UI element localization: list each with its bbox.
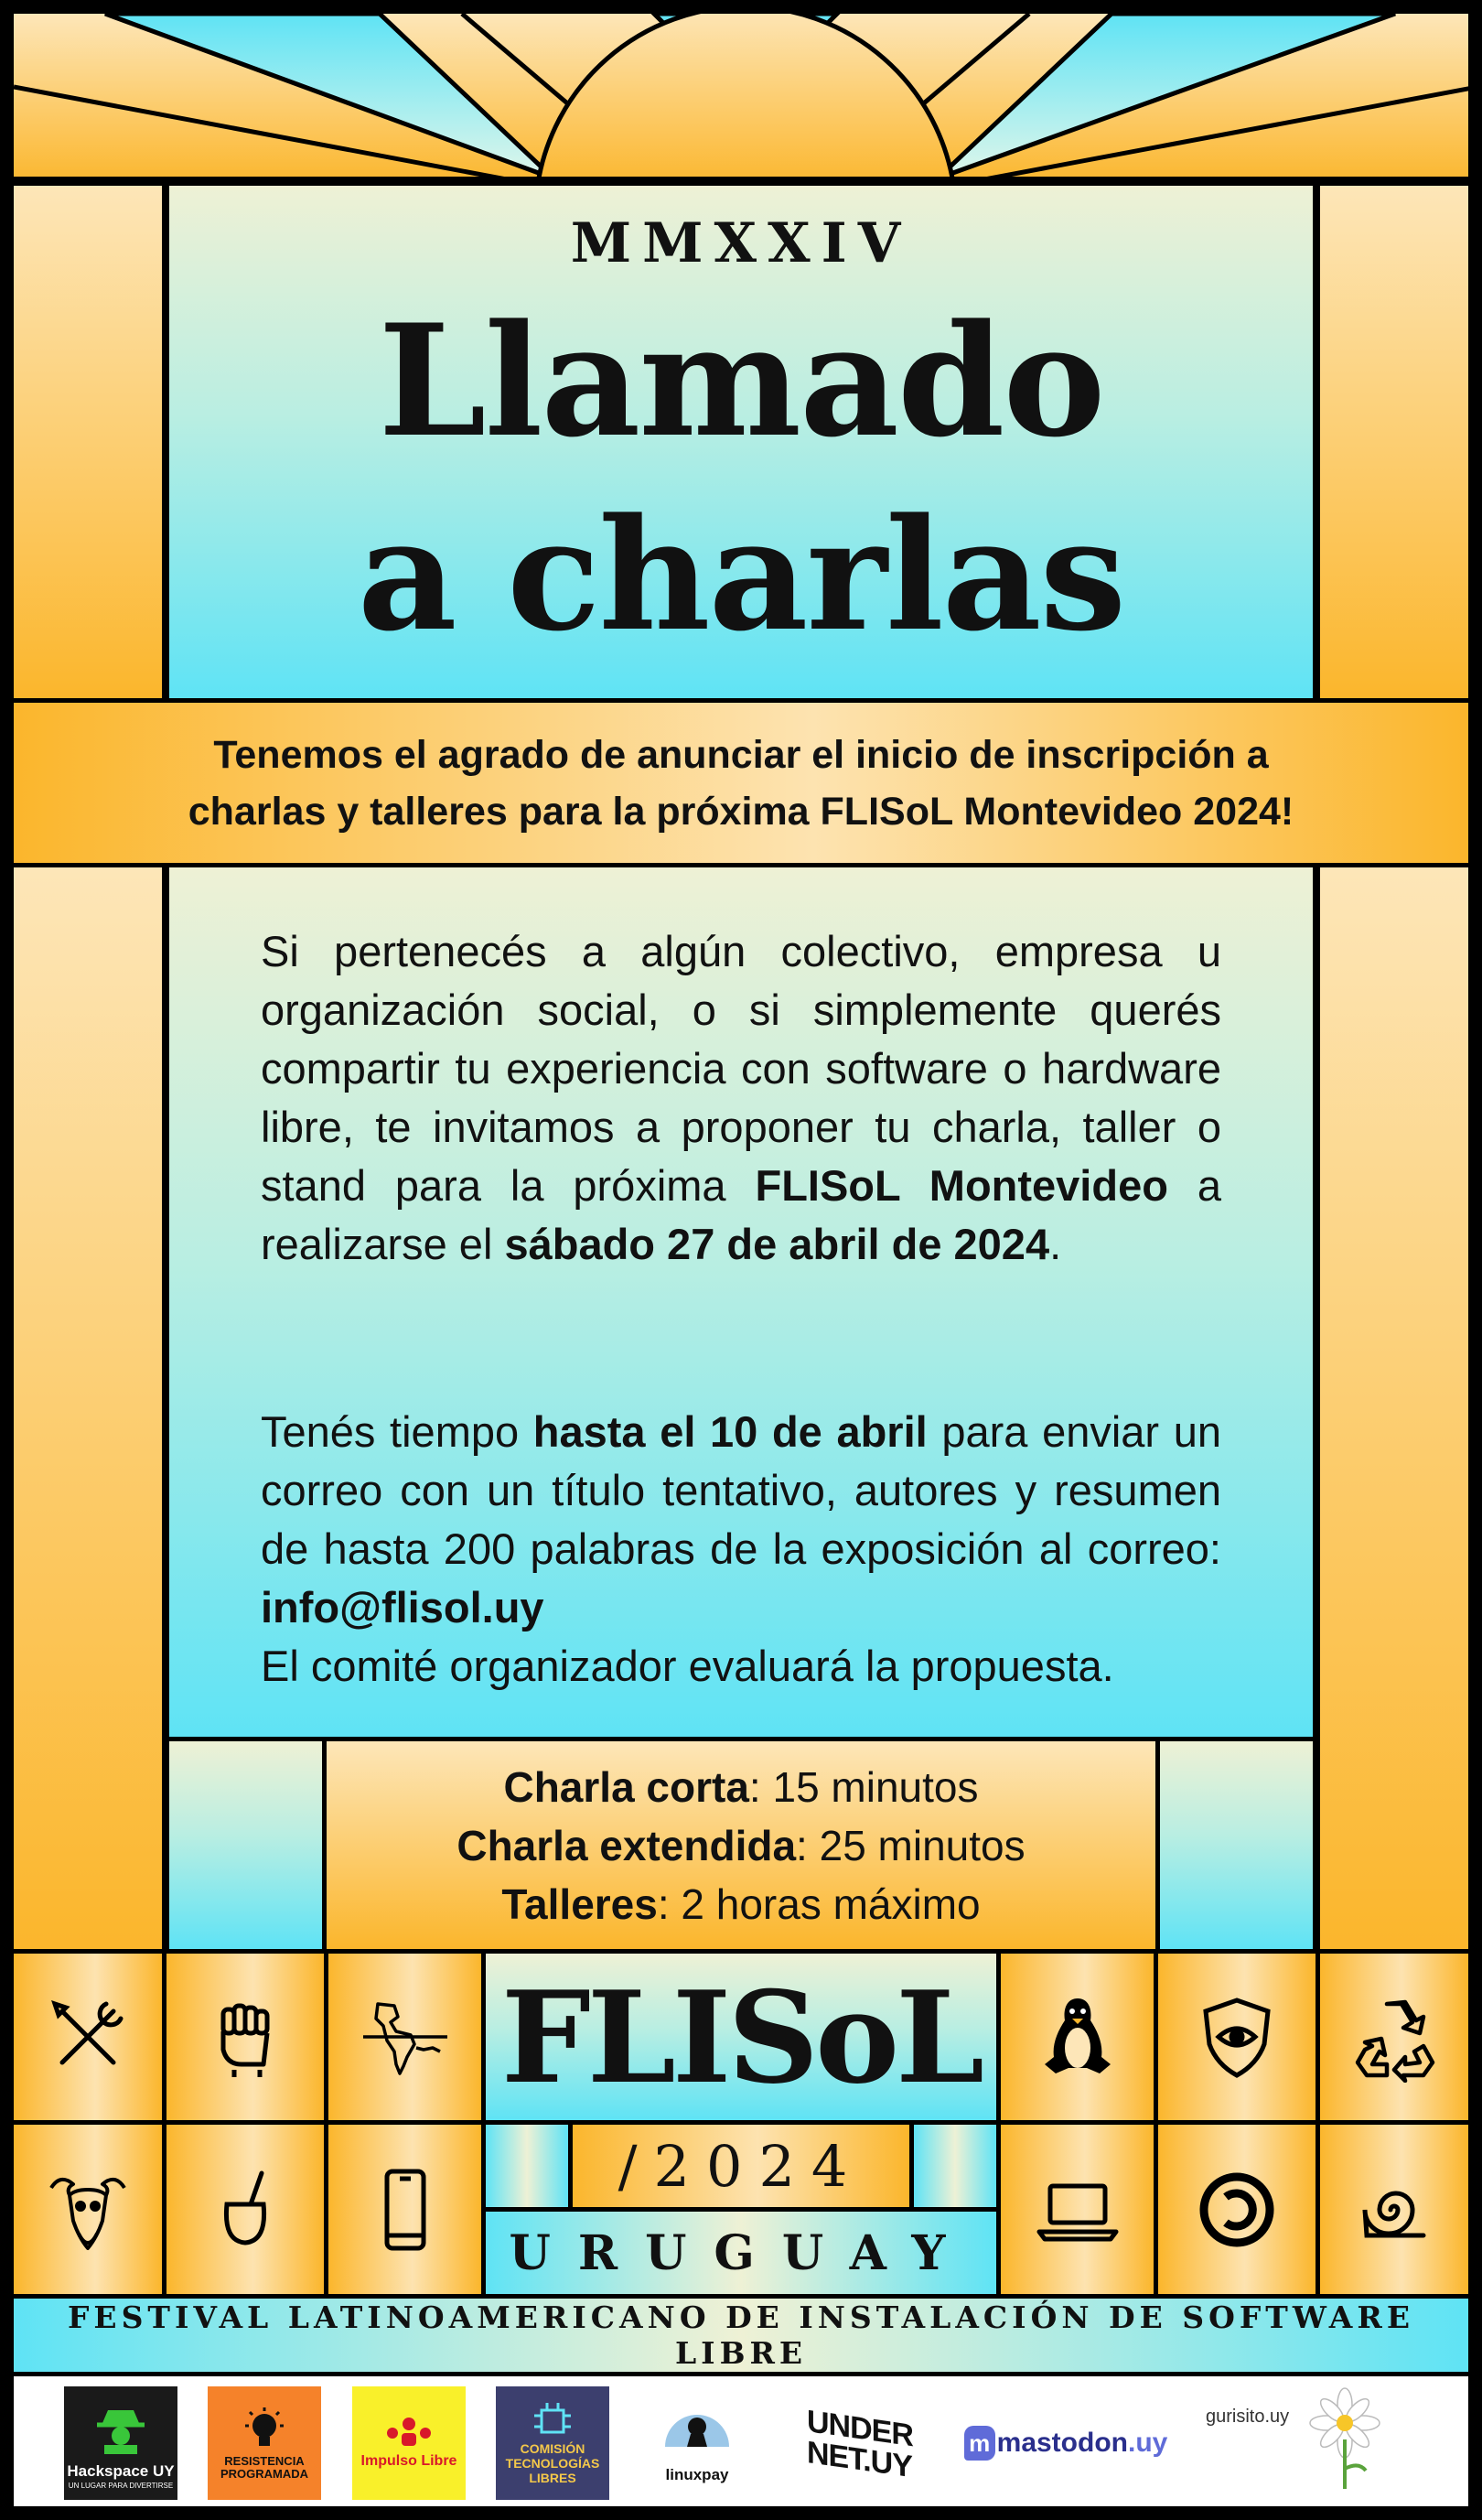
festival-banner (9, 2294, 1473, 2376)
gnu-head-icon (42, 2164, 134, 2256)
committee-note: El comité organizador evaluará la propuesta. (261, 1642, 1114, 1690)
linuxpay-logo-icon (656, 2401, 738, 2465)
latin-america-map-icon (360, 1991, 451, 2083)
duration-extended-value: : 25 minutos (796, 1821, 1026, 1869)
duration-workshop-label: Talleres (501, 1879, 658, 1928)
fist-icon (199, 1991, 291, 2083)
durations-right-filler (1155, 1737, 1317, 1954)
flisol-wordmark: FLISoL (500, 1962, 982, 2112)
tux-penguin-icon (1032, 1991, 1123, 2083)
title-line-1: Llamado (378, 290, 1104, 471)
tile-gnu (9, 2120, 166, 2299)
durations-left-filler (165, 1737, 327, 1954)
flisol-logo-box (481, 1949, 1001, 2125)
para1-event-name: FLISoL Montevideo (755, 1161, 1168, 1210)
intro-line-1: Tenemos el agrado de anunciar el inicio de inscripción a (213, 732, 1269, 777)
laptop-icon (1032, 2164, 1123, 2256)
impulso-label: Impulso Libre (360, 2453, 457, 2469)
paragraph-deadline (261, 1403, 1221, 1637)
duration-extended (456, 1816, 1025, 1875)
tile-laptop (996, 2120, 1158, 2299)
duration-workshop (501, 1875, 980, 1933)
gurisito-label: gurisito.uy (1206, 2407, 1290, 2427)
sunrise-header (9, 9, 1473, 181)
mastodon-tld: .uy (1127, 2428, 1168, 2458)
snail-shell-icon (1348, 2164, 1440, 2256)
left-pillar-body (9, 863, 166, 1954)
comision-label: COMISIÓN TECNOLOGÍAS LIBRES (505, 2441, 600, 2485)
tile-shield (1154, 1949, 1320, 2125)
sponsor-linuxpay[interactable] (640, 2386, 754, 2500)
lightbulb-icon (240, 2406, 289, 2455)
durations-box (322, 1737, 1160, 1954)
duration-short (503, 1758, 978, 1816)
right-pillar (1316, 181, 1473, 703)
linuxpay-label: linuxpay (665, 2466, 729, 2483)
shield-eye-icon (1191, 1991, 1283, 2083)
sponsor-undernet[interactable] (796, 2386, 913, 2500)
country-plaque (481, 2207, 1001, 2299)
copyleft-icon (1191, 2164, 1283, 2256)
right-pillar-body (1316, 863, 1473, 1954)
mastodon-label: mastodon (996, 2428, 1128, 2458)
duration-workshop-value: : 2 horas máximo (657, 1879, 981, 1928)
contact-email-link[interactable]: info@flisol.uy (261, 1583, 544, 1632)
sponsor-impulso[interactable] (352, 2386, 466, 2500)
para1-text-3: . (1049, 1220, 1062, 1268)
duration-extended-label: Charla extendida (456, 1821, 797, 1869)
tile-phone (324, 2120, 486, 2299)
tile-mate (162, 2120, 328, 2299)
title-line-2: a charlas (357, 484, 1125, 665)
tile-map (324, 1949, 486, 2125)
para2-text-2: para enviar un correo con un título tentativo, autores y resumen de hasta 200 palabras de la exposición al correo: (261, 1407, 1222, 1573)
mate-gourd-icon (199, 2164, 291, 2256)
tile-fist (162, 1949, 328, 2125)
para2-deadline: hasta el 10 de abril (532, 1407, 928, 1456)
tile-copyleft (1154, 2120, 1320, 2299)
intro-line-2: charlas y talleres para la próxima FLISoL Montevideo 2024! (188, 789, 1294, 834)
para2-text-1: Tenés tiempo (261, 1407, 533, 1456)
sponsor-comision[interactable] (496, 2386, 609, 2500)
tools-icon (42, 1991, 134, 2083)
festival-banner-text: FESTIVAL LATINOAMERICANO DE INSTALACIÓN DE SOFTWARE LIBRE (68, 2299, 1414, 2371)
main-body-panel (165, 863, 1317, 1741)
para1-text-1: Si pertenecés a algún colectivo, empresa u organización social, o si simplemente querés compartir tu experiencia con software o hardware libre, te invitamos a proponer tu charla, taller o stand para la próxima (261, 927, 1221, 1210)
title-panel (165, 181, 1317, 703)
year-plaque (568, 2120, 914, 2212)
tile-recycle (1316, 1949, 1473, 2125)
tile-tools (9, 1949, 166, 2125)
tile-snail (1316, 2120, 1473, 2299)
people-group-icon (381, 2415, 436, 2451)
duration-short-label: Charla corta (503, 1762, 749, 1811)
resistencia-label: RESISTENCIA PROGRAMADA (220, 2454, 309, 2481)
brand-country: URUGUAY (509, 2224, 973, 2281)
hackspace-label: Hackspace UY (67, 2462, 175, 2480)
recycle-icon (1348, 1991, 1440, 2083)
hacker-hat-icon (93, 2401, 148, 2456)
para1-text-2: a realizarse el (261, 1161, 1221, 1268)
sponsor-hackspace[interactable] (64, 2386, 177, 2500)
tile-tux (996, 1949, 1158, 2125)
circuit-icon (532, 2401, 573, 2441)
sponsor-mastodon[interactable] (951, 2386, 1180, 2500)
year-left-filler (481, 2120, 573, 2212)
duration-short-value: : 15 minutos (748, 1762, 979, 1811)
paragraph-invitation (261, 922, 1221, 1274)
smartphone-icon (360, 2164, 451, 2256)
hackspace-sub: UN LUGAR PARA DIVERTIRSE (68, 2482, 174, 2490)
mastodon-icon: m (964, 2426, 995, 2461)
sponsor-resistencia[interactable] (208, 2386, 321, 2500)
undernet-label: UNDER NET.UY (807, 2403, 913, 2485)
brand-year: /2024 (618, 2132, 864, 2200)
para1-event-date: sábado 27 de abril de 2024 (504, 1220, 1050, 1268)
sun-rays-illustration (14, 14, 1473, 181)
sponsor-gurisito[interactable] (1206, 2386, 1425, 2500)
year-right-filler (909, 2120, 1001, 2212)
daisy-flower-icon (1294, 2386, 1395, 2496)
year-roman: MMXXIV (570, 211, 912, 275)
left-pillar (9, 181, 166, 703)
intro-band (9, 698, 1473, 867)
